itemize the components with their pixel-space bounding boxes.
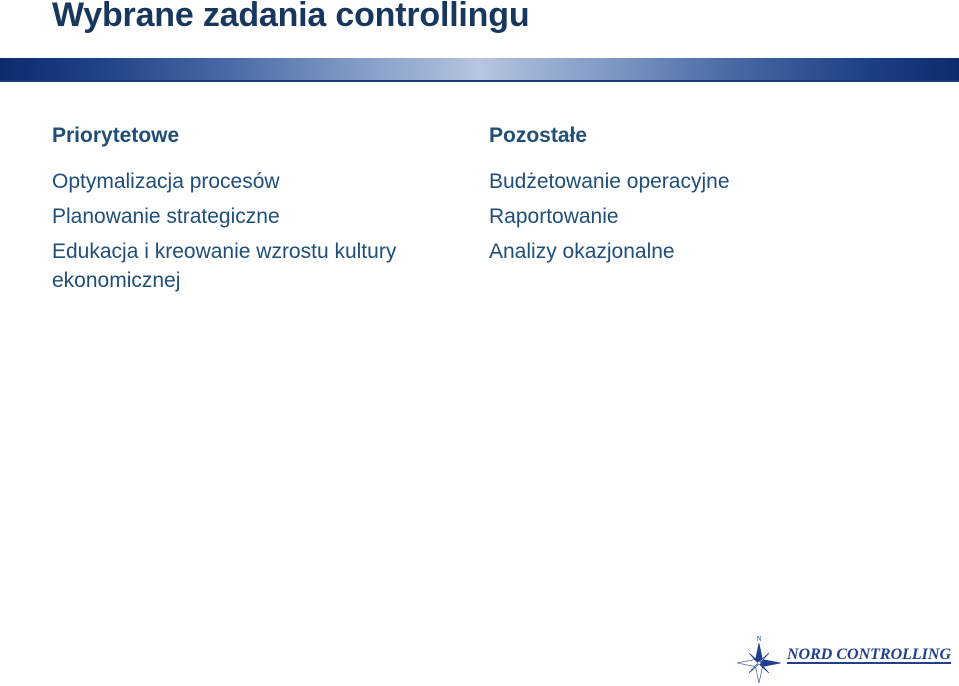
other-list (489, 167, 929, 266)
list-item: Analizy okazjonalne (489, 240, 675, 263)
priority-column (52, 122, 472, 301)
title-gradient-bar (0, 58, 959, 80)
logo-wordmark: NORD CONTROLLING (787, 646, 951, 663)
priority-list (52, 167, 472, 295)
title-underline (0, 80, 959, 82)
company-logo (735, 634, 957, 684)
list-item: Raportowanie (489, 205, 619, 228)
other-heading: Pozostałe (489, 124, 588, 147)
other-column (489, 122, 929, 272)
list-item: Planowanie strategiczne (52, 205, 280, 228)
priority-heading: Priorytetowe (52, 124, 180, 147)
list-item: Optymalizacja procesów (52, 170, 280, 193)
slide-title: Wybrane zadania controllingu (52, 0, 530, 34)
list-item: Edukacja i kreowanie wzrostu kultury ekonomicznej (52, 240, 397, 292)
compass-star-icon (735, 634, 783, 684)
list-item: Budżetowanie operacyjne (489, 170, 730, 193)
compass-north-letter: N (756, 635, 762, 643)
